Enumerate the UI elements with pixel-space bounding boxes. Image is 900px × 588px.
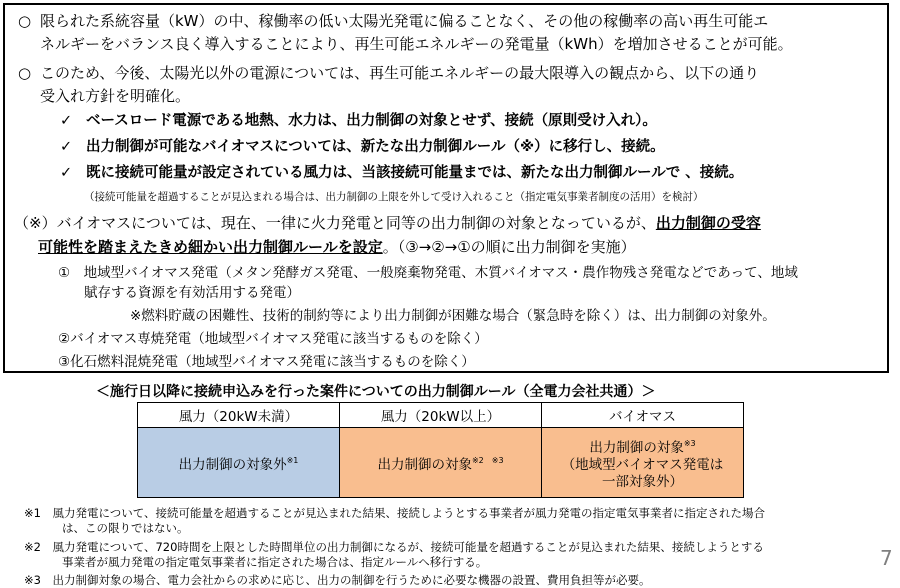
- item-3: ③化石燃料混焼発電（地域型バイオマス発電に該当するものを除く）: [58, 354, 475, 370]
- footnote-1-line1: ※1 風力発電について、接続可能量を超過することが見込まれた結果、接続しようとする事業者が風力発電の指定電気事業者に指定された場合: [24, 506, 765, 520]
- cell-text: 出力制御の対象: [589, 439, 684, 456]
- p3-line2-text: 。（③→②→①の順に出力制御を実施）: [382, 238, 636, 256]
- cell-text: 出力制御の対象: [377, 456, 472, 473]
- check-icon: ✓: [60, 113, 73, 129]
- check-icon: ✓: [60, 139, 73, 155]
- cell-sup: ※3: [683, 438, 696, 448]
- p2-line1: このため、今後、太陽光以外の電源については、再生可能エネルギーの最大限導入の観点から、以下の通り: [40, 64, 760, 82]
- footnote-3: ※3 出力制御対象の場合、電力会社からの求めに応じ、出力の制御を行うために必要な機器の設置、費用負担等が必要。: [24, 573, 651, 587]
- footnote-2-line2: 事業者が風力発電の指定電気事業者に指定された場合は、指定ルールへ移行する。: [62, 555, 488, 569]
- item-1-line2: 賦存する資源を有効活用する発電）: [84, 285, 300, 301]
- check-item-3: 既に接続可能量が設定されている風力は、当該接続可能量までは、新たな出力制御ルールで 、接続。: [86, 165, 744, 181]
- p3-line2-emphasis: 可能性を踏まえたきめ細かい出力制御ルールを設定: [38, 238, 383, 256]
- cell-biomass: [542, 428, 744, 498]
- header-wind-large: 風力（20kW以上）: [340, 403, 542, 428]
- cell-text: （地域型バイオマス発電は: [561, 456, 724, 473]
- cell-sup: ※2 ※3: [471, 455, 504, 465]
- page-number: 7: [880, 546, 893, 570]
- cell-wind-small: [138, 428, 340, 498]
- check-icon: ✓: [60, 165, 73, 181]
- cell-sup: ※1: [286, 455, 299, 465]
- item-1-note: ※燃料貯蔵の困難性、技術的制約等により出力制御が困難な場合（緊急時を除く）は、出力制御の対象外。: [130, 308, 776, 324]
- item-2: ②バイオマス専焼発電（地域型バイオマス発電に該当するものを除く）: [58, 331, 488, 347]
- cell-text: 一部対象外）: [602, 473, 683, 490]
- footnote-2-line1: ※2 風力発電について、720時間を上限とした時間単位の出力制御になるが、接続可能量を超過することが見込まれた結果、接続しようとする: [24, 540, 764, 554]
- p3-line1-text: （※）バイオマスについては、現在、一律に火力発電と同等の出力制御の対象となっているが、: [14, 214, 656, 232]
- p3-line2: [38, 238, 636, 257]
- item-1-line1: ① 地域型バイオマス発電（メタン発酵ガス発電、一般廃棄物発電、木質バイオマス・農作物残さ発電などであって、地域: [58, 265, 798, 281]
- header-biomass: バイオマス: [542, 403, 744, 428]
- bullet-circle: ○: [18, 12, 32, 30]
- bullet-circle: ○: [18, 64, 32, 82]
- header-wind-small: 風力（20kW未満）: [138, 403, 340, 428]
- p1-line2: ネルギーをバランス良く導入することにより、再生可能エネルギーの発電量（kWh）を増加させることが可能。: [40, 35, 793, 53]
- check-item-2: 出力制御が可能なバイオマスについては、新たな出力制御ルール（※）に移行し、接続。: [86, 139, 665, 155]
- output-control-table: [137, 402, 744, 498]
- cell-wind-large: [340, 428, 542, 498]
- check-item-1: ベースロード電源である地熱、水力は、出力制御の対象とせず、接続（原則受け入れ）。: [86, 113, 657, 129]
- p3-line1-emphasis: 出力制御の受容: [655, 214, 761, 232]
- p1-line1: 限られた系統容量（kW）の中、稼働率の低い太陽光発電に偏ることなく、その他の稼働率の高い再生可能エ: [40, 12, 769, 30]
- table-caption: ＜施行日以降に接続申込みを行った案件についての出力制御ルール（全電力会社共通）＞: [96, 384, 656, 400]
- p3-line1: [14, 214, 761, 233]
- cell-text: 出力制御の対象外: [178, 456, 287, 473]
- footnote-1-line2: は、この限りではない。: [62, 521, 189, 535]
- check-note: （接続可能量を超過することが見込まれる場合は、出力制御の上限を外して受け入れること（指定電気事業者制度の活用）を検討）: [84, 191, 704, 203]
- p2-line2: 受入れ方針を明確化。: [40, 87, 191, 105]
